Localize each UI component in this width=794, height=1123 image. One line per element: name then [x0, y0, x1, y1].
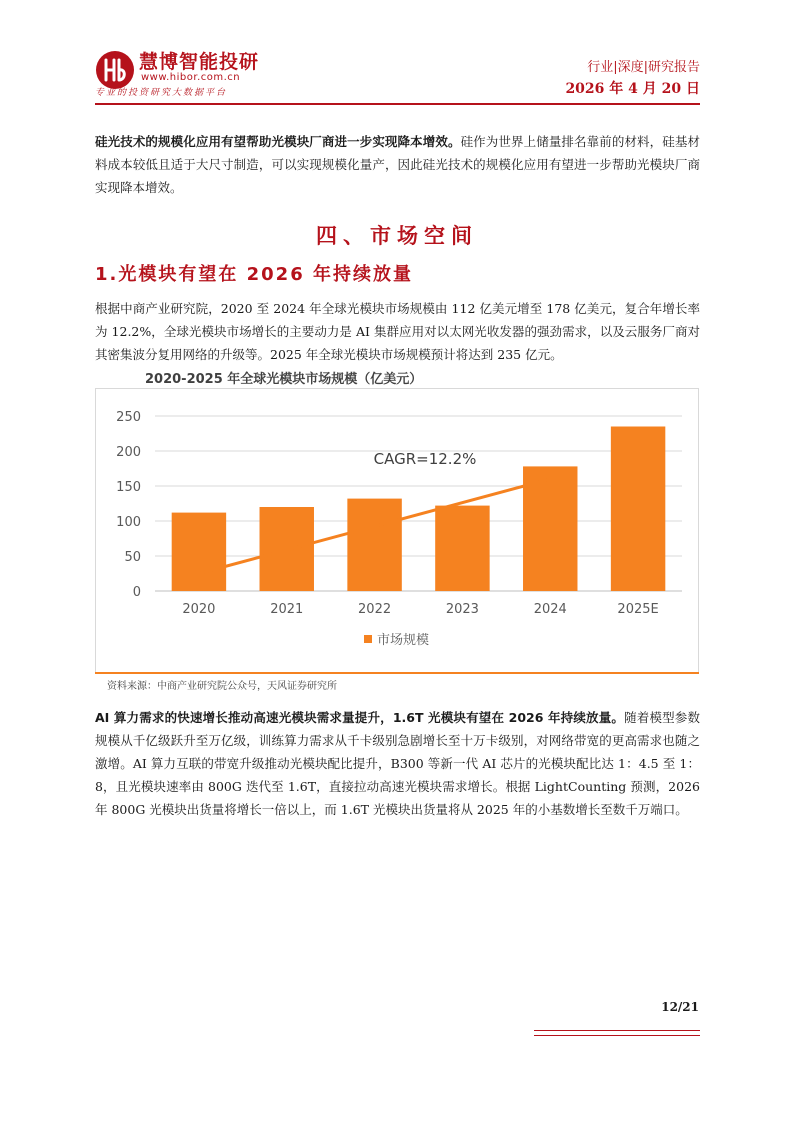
page-header [95, 44, 700, 100]
subsection-title: 1.光模块有望在 2026 年持续放量 [95, 264, 413, 285]
x-tick-label: 2022 [358, 602, 392, 617]
x-tick-label: 2023 [445, 602, 479, 617]
bar [347, 499, 401, 591]
paragraph-market-size: 根据中商产业研究院，2020 至 2024 年全球光模块市场规模由 112 亿美元增至 178 亿美元，复合年增长率为 12.2%，全球光模块市场增长的主要动力是 AI 集群应用对以太网光收发器的强劲需求，以及云服务厂商对其密集波分复用网络的升级等。2025 年全球光模块市场规模预计将达到 235 亿元。 [95, 301, 700, 362]
bar [611, 427, 665, 592]
page-number: 12/21 [661, 1000, 699, 1014]
y-tick-label: 200 [116, 445, 141, 460]
cagr-annotation: CAGR=12.2% [373, 450, 477, 468]
logo-slogan: 专业的投资研究大数据平台 [95, 88, 228, 98]
report-type: 行业|深度|研究报告 [587, 60, 700, 75]
x-tick-label: 2024 [533, 602, 567, 617]
legend-swatch [364, 635, 372, 643]
footer-divider [534, 1035, 700, 1036]
paragraph-silicon-photonics [95, 130, 700, 199]
x-tick-label: 2020 [182, 602, 216, 617]
section-title: 四、市场空间 [316, 224, 478, 248]
legend-label: 市场规模 [377, 633, 430, 648]
bar [172, 513, 226, 591]
y-tick-label: 100 [116, 515, 141, 530]
paragraph-body: 随着模型参数规模从千亿级跃升至万亿级，训练算力需求从千卡级别急剧增长至十万卡级别，对网络带宽的更高需求也随之激增。AI 算力互联的带宽升级推动光模块配比提升，B300 等新一代 AI 芯片的光模块配比达 1：4.5 至 1：8，且光模块速率由 800G 迭代至 1.6T，直接拉动高速光模块需求增长。根据 LightCounting 预测，2026 年 800G 光模块出货量将增长一倍以上，而 1.6T 光模块出货量将从 2025 年的小基数增长至数千万端口。 [95, 710, 700, 817]
chart-title: 2020-2025 年全球光模块市场规模（亿美元） [145, 372, 423, 387]
paragraph-lead: AI 算力需求的快速增长推动高速光模块需求量提升，1.6T 光模块有望在 2026 年持续放量。 [95, 710, 625, 725]
paragraph-body: 硅作为世界上储量排名靠前的材料，硅基材料成本较低且适于大尺寸制造，可以实现规模化量产，因此硅光技术的规模化应用有望进一步帮助光模块厂商实现降本增效。 [95, 134, 700, 195]
report-date: 2026 年 4 月 20 日 [565, 81, 700, 97]
logo-url: www.hibor.com.cn [141, 72, 241, 83]
paragraph-lead: 硅光技术的规模化应用有望帮助光模块厂商进一步实现降本增效。 [95, 134, 461, 149]
header-divider [95, 103, 700, 105]
paragraph-ai-demand [95, 706, 700, 821]
logo-name: 慧博智能投研 [139, 51, 260, 73]
y-tick-label: 150 [116, 480, 141, 495]
y-tick-label: 0 [132, 585, 141, 600]
x-tick-label: 2021 [270, 602, 304, 617]
hibor-logo-icon [95, 50, 135, 90]
y-tick-label: 250 [116, 410, 141, 425]
market-size-chart [95, 388, 699, 674]
header-meta [565, 56, 700, 98]
bar [435, 506, 489, 591]
footer-divider [534, 1030, 700, 1031]
y-tick-label: 50 [124, 550, 141, 565]
x-tick-label: 2025E [617, 602, 659, 617]
chart-source: 资料来源：中商产业研究院公众号，天风证券研究所 [107, 681, 337, 692]
